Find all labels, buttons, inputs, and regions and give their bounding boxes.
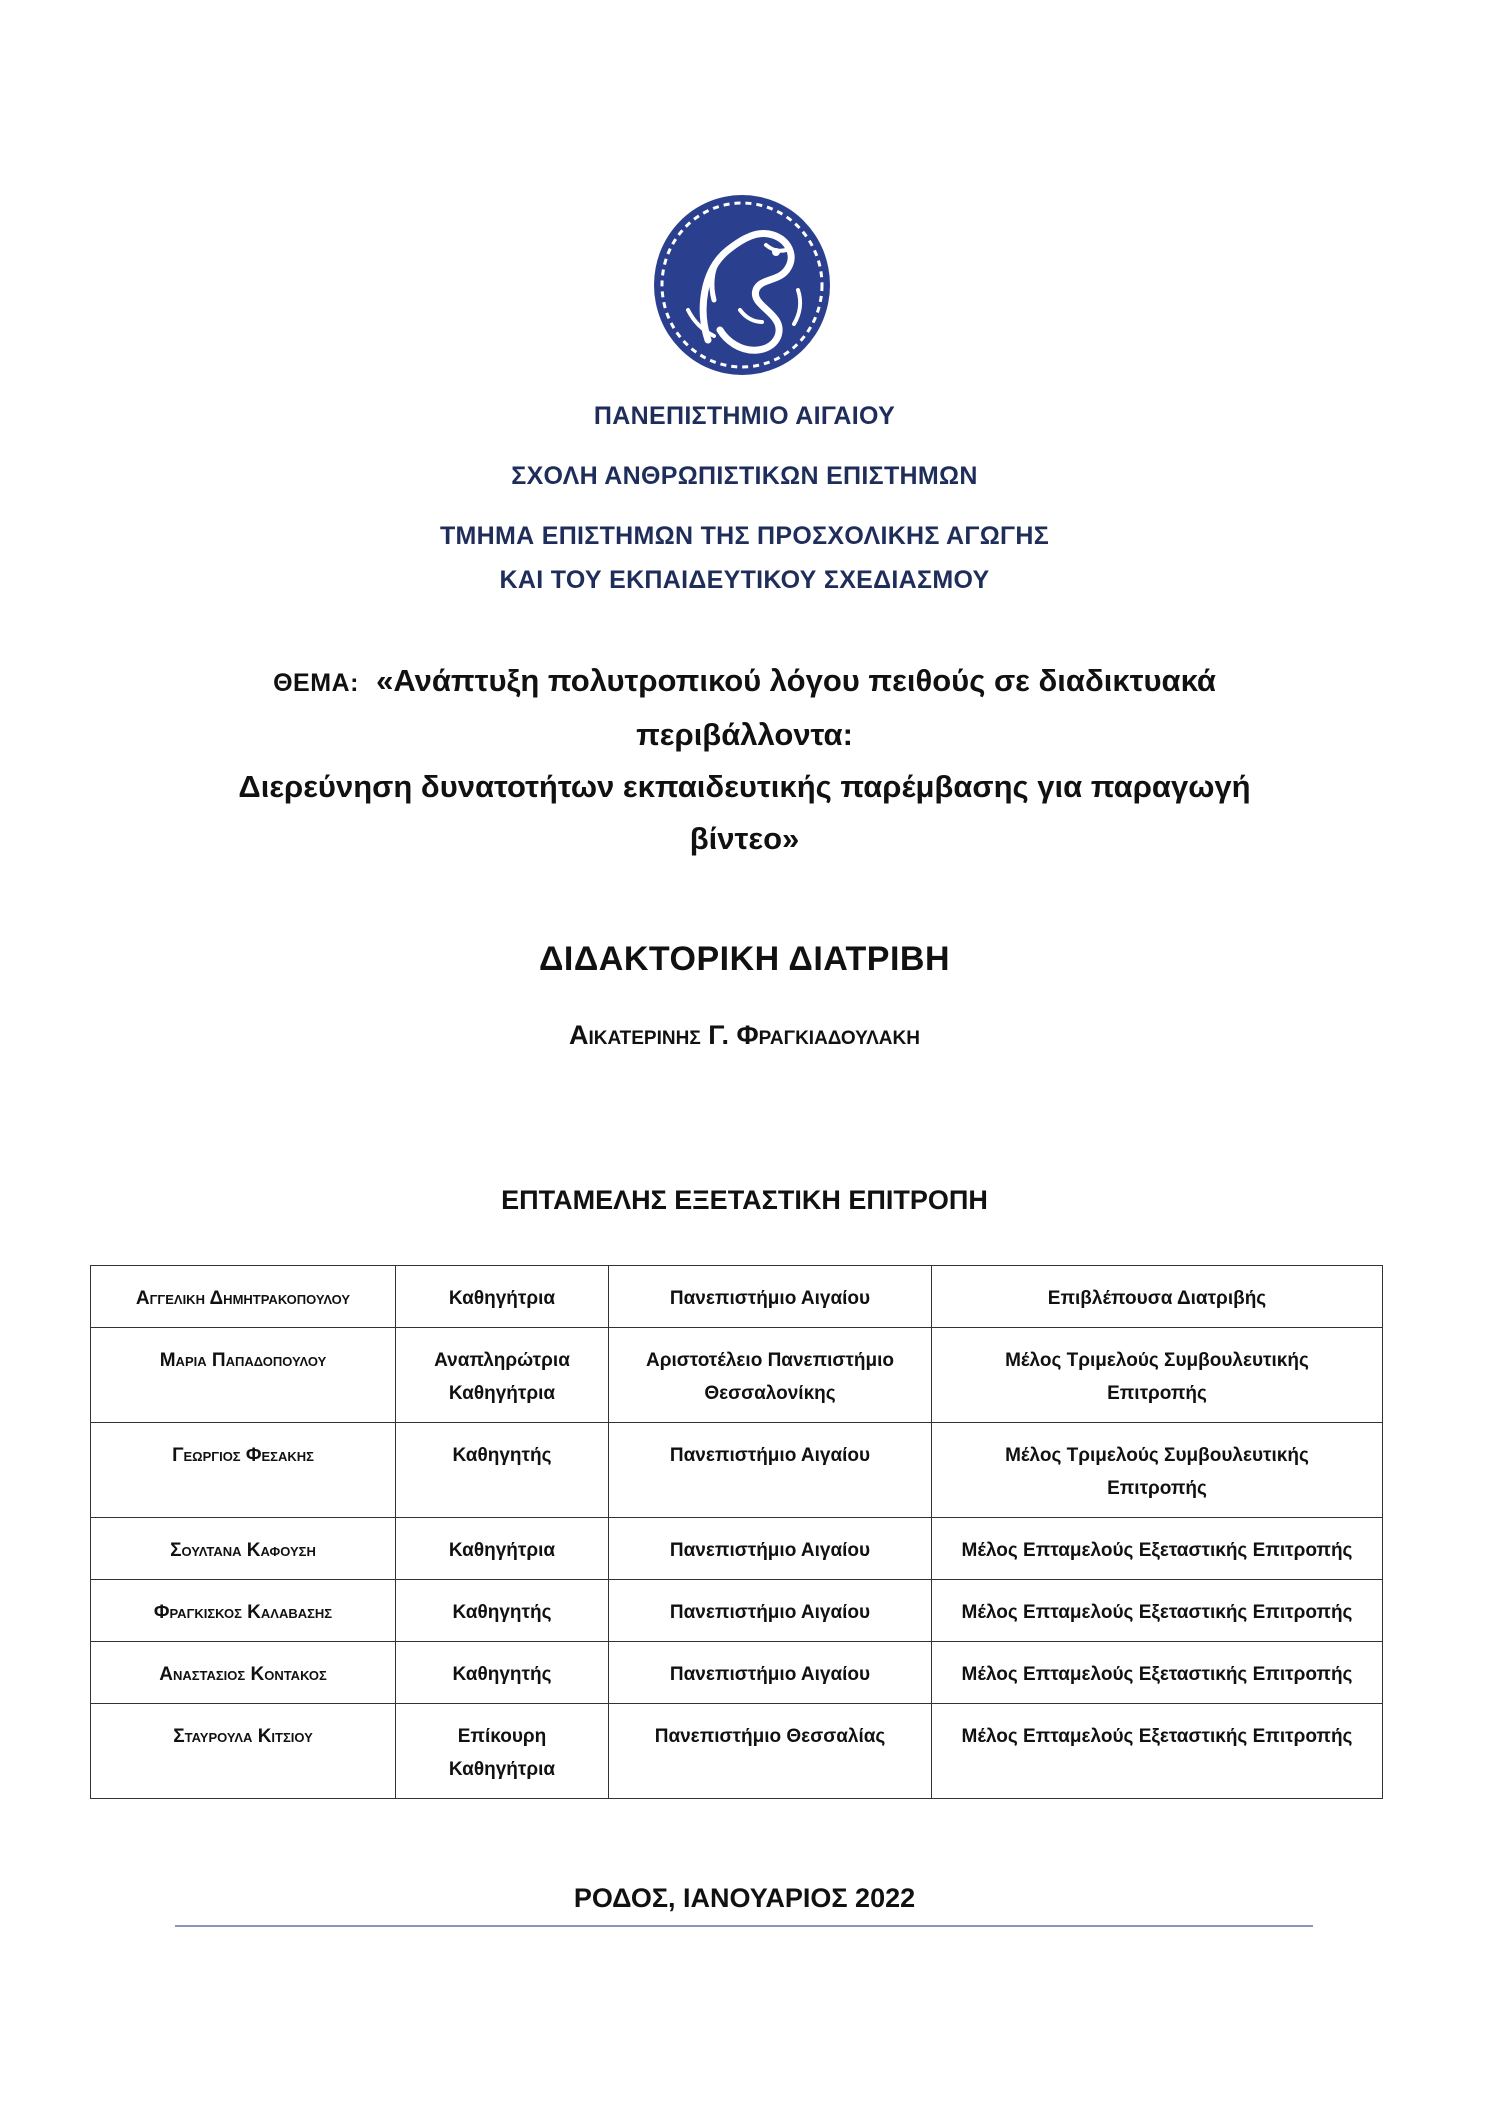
committee-role-cell (932, 1423, 1383, 1518)
committee-rank-cell (396, 1704, 609, 1799)
committee-rank-line: Καθηγητής (452, 1445, 552, 1466)
committee-role-line: Επιτροπής (1107, 1383, 1207, 1404)
committee-name-cell (91, 1704, 396, 1799)
committee-rank-line: Καθηγήτρια (448, 1288, 556, 1309)
table-row (91, 1266, 1383, 1328)
committee-rank-line: Καθηγητής (452, 1664, 552, 1685)
author-name (0, 1020, 1489, 1051)
committee-rank-line: Καθηγήτρια (448, 1540, 556, 1561)
committee-institution-line: Πανεπιστήμιο Αιγαίου (669, 1602, 871, 1623)
committee-name-cell (91, 1423, 396, 1518)
committee-member-name: Σουλτανα Καφουση (170, 1540, 316, 1561)
committee-rank-line: Επίκουρη (457, 1726, 547, 1747)
committee-rank-cell (396, 1580, 609, 1642)
committee-institution-line: Πανεπιστήμιο Αιγαίου (669, 1445, 871, 1466)
committee-institution-cell (609, 1518, 932, 1580)
committee-role-cell (932, 1328, 1383, 1423)
committee-title: ΕΠΤΑΜΕΛΗΣ ΕΞΕΤΑΣΤΙΚΗ ΕΠΙΤΡΟΠΗ (501, 1185, 988, 1215)
committee-institution-cell (609, 1266, 932, 1328)
committee-role-line: Μέλος Τριμελούς Συμβουλευτικής (1005, 1445, 1309, 1466)
committee-name-cell (91, 1518, 396, 1580)
subject-line-3: Διερεύνηση δυνατοτήτων εκπαιδευτικής παρέμβασης για παραγωγή (238, 769, 1251, 804)
committee-rank-cell (396, 1518, 609, 1580)
committee-name-cell (91, 1266, 396, 1328)
department-line-1: ΤΜΗΜΑ ΕΠΙΣΤΗΜΩΝ ΤΗΣ ΠΡΟΣΧΟΛΙΚΗΣ ΑΓΩΓΗΣ (439, 522, 1050, 550)
university-seal-icon (648, 190, 836, 380)
committee-rank-cell (396, 1328, 609, 1423)
committee-member-name: Γεωργιοσ Φεσακησ (172, 1445, 314, 1466)
committee-institution-line: Πανεπιστήμιο Αιγαίου (669, 1288, 871, 1309)
committee-institution-line: Αριστοτέλειο Πανεπιστήμιο (646, 1350, 894, 1371)
committee-rank-line: Καθηγήτρια (448, 1759, 556, 1780)
committee-institution-line: Πανεπιστήμιο Αιγαίου (669, 1664, 871, 1685)
table-row (91, 1518, 1383, 1580)
committee-member-name: Φραγκισκοσ Καλαβασησ (153, 1602, 333, 1623)
committee-name-cell (91, 1328, 396, 1423)
committee-role-line: Επιτροπής (1107, 1478, 1207, 1499)
subject-line-1: «Ανάπτυξη πολυτροπικού λόγου πειθούς σε διαδικτυακά (376, 663, 1216, 698)
committee-role-cell (932, 1580, 1383, 1642)
author-name-text: Αικατερινησ Γ. Φραγκιαδουλακη (569, 1020, 920, 1050)
committee-institution-line: Πανεπιστήμιο Θεσσαλίας (654, 1726, 886, 1747)
committee-member-name: Αγγελικη Δημητρακοπουλου (135, 1288, 351, 1309)
committee-institution-cell (609, 1580, 932, 1642)
thesis-type: ΔΙΔΑΚΤΟΡΙΚΗ ΔΙΑΤΡΙΒΗ (538, 940, 951, 978)
committee-rank-cell (396, 1266, 609, 1328)
school-name: ΣΧΟΛΗ ΑΝΘΡΩΠΙΣΤΙΚΩΝ ΕΠΙΣΤΗΜΩΝ (511, 462, 978, 490)
committee-role-line: Μέλος Επταμελούς Εξεταστικής Επιτροπής (961, 1726, 1353, 1747)
committee-name-cell (91, 1642, 396, 1704)
footer-divider (175, 1925, 1313, 1927)
committee-name-cell (91, 1580, 396, 1642)
committee-role-line: Μέλος Τριμελούς Συμβουλευτικής (1005, 1350, 1309, 1371)
committee-role-line: Επιβλέπουσα Διατριβής (1047, 1288, 1267, 1309)
committee-role-cell (932, 1704, 1383, 1799)
subject-line-4: βίντεο» (689, 821, 800, 856)
committee-institution-line: Πανεπιστήμιο Αιγαίου (669, 1540, 871, 1561)
table-row (91, 1423, 1383, 1518)
committee-role-line: Μέλος Επταμελούς Εξεταστικής Επιτροπής (961, 1602, 1353, 1623)
university-name: ΠΑΝΕΠΙΣΤΗΜΙΟ ΑΙΓΑΙΟΥ (593, 402, 896, 430)
committee-institution-cell (609, 1642, 932, 1704)
table-row (91, 1704, 1383, 1799)
committee-table (90, 1265, 1383, 1799)
committee-institution-cell (609, 1328, 932, 1423)
committee-role-line: Μέλος Επταμελούς Εξεταστικής Επιτροπής (961, 1664, 1353, 1685)
committee-rank-line: Καθηγήτρια (448, 1383, 556, 1404)
committee-member-name: Μαρια Παπαδοπουλου (159, 1350, 327, 1371)
subject-line-2: περιβάλλοντα: (636, 717, 853, 752)
place-date: ΡΟΔΟΣ, ΙΑΝΟΥΑΡΙΟΣ 2022 (573, 1883, 916, 1913)
subject-label: ΘΕΜΑ: (273, 669, 359, 697)
committee-rank-cell (396, 1423, 609, 1518)
department-line-2: ΚΑΙ ΤΟΥ ΕΚΠΑΙΔΕΥΤΙΚΟΥ ΣΧΕΔΙΑΣΜΟΥ (499, 566, 990, 594)
committee-rank-line: Καθηγητής (452, 1602, 552, 1623)
thesis-subject (200, 655, 1289, 865)
committee-rank-cell (396, 1642, 609, 1704)
table-row (91, 1580, 1383, 1642)
committee-role-cell (932, 1518, 1383, 1580)
committee-member-name: Σταυρουλα Κιτσιου (173, 1726, 313, 1747)
committee-role-cell (932, 1266, 1383, 1328)
table-row (91, 1328, 1383, 1423)
table-row (91, 1642, 1383, 1704)
committee-institution-cell (609, 1423, 932, 1518)
committee-role-line: Μέλος Επταμελούς Εξεταστικής Επιτροπής (961, 1540, 1353, 1561)
committee-role-cell (932, 1642, 1383, 1704)
committee-member-name: Αναστασιοσ Κοντακοσ (159, 1664, 327, 1685)
committee-institution-line: Θεσσαλονίκης (704, 1383, 836, 1404)
committee-rank-line: Αναπληρώτρια (434, 1350, 570, 1371)
committee-institution-cell (609, 1704, 932, 1799)
